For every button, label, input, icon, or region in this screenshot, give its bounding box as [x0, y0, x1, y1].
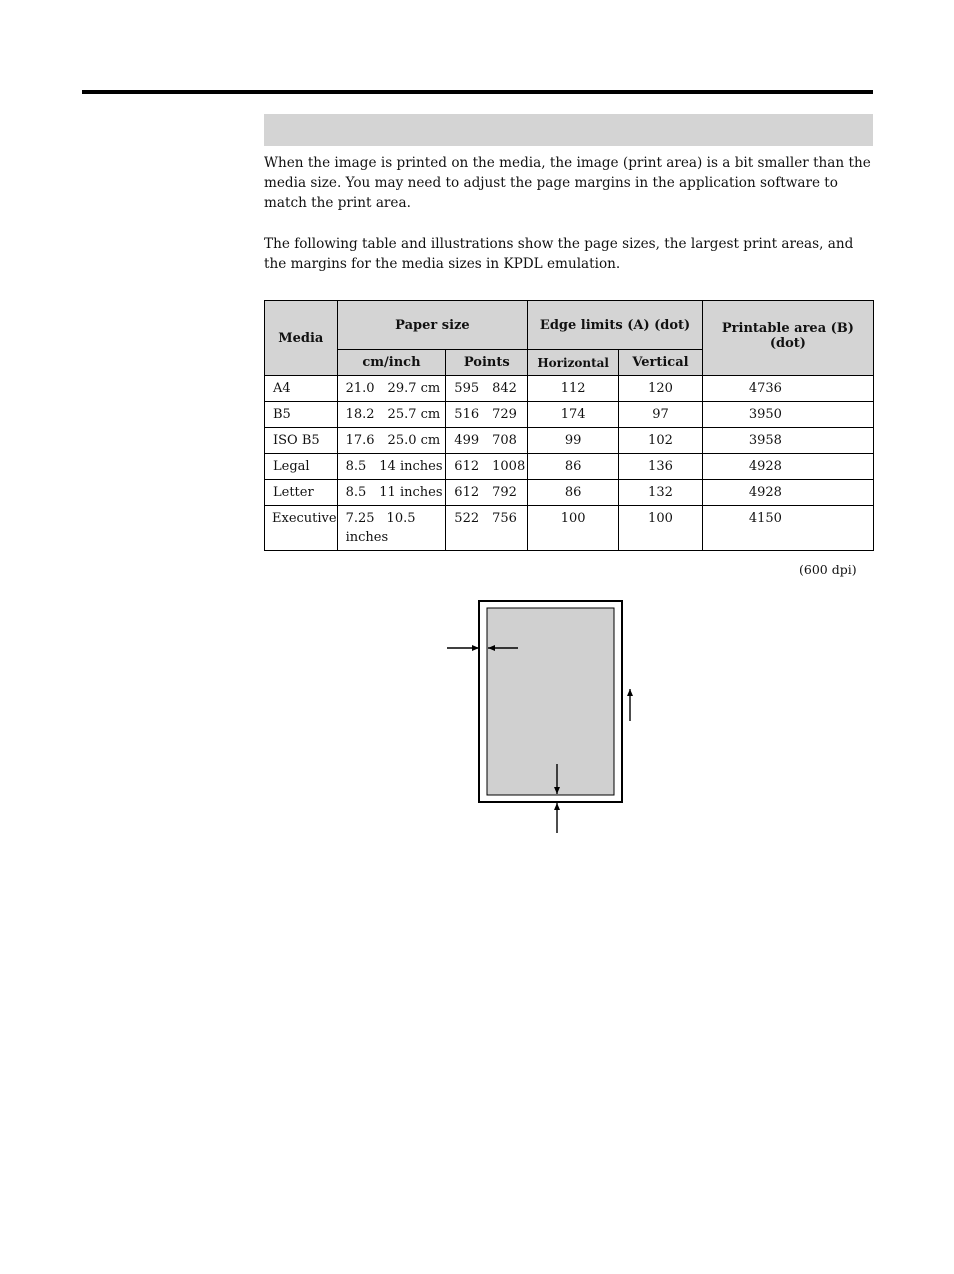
- header-edge-limits: Edge limits (A) (dot): [528, 301, 703, 350]
- cell-media: Legal: [265, 454, 338, 480]
- table-row: [265, 506, 874, 551]
- points-height: 756: [492, 511, 517, 526]
- media-size-table: [264, 300, 874, 551]
- header-vertical: Vertical: [619, 350, 703, 376]
- header-paper-size: Paper size: [337, 301, 528, 350]
- points-height: 792: [492, 485, 517, 500]
- cell-vertical: 97: [619, 402, 703, 428]
- header-points: Points: [446, 350, 528, 376]
- points-width: 612: [454, 485, 480, 500]
- cell-vertical: 120: [619, 376, 703, 402]
- size-width: 7.25: [345, 511, 375, 526]
- cell-printable: 3958: [702, 428, 873, 454]
- cell-points: [446, 454, 528, 480]
- cell-size: [337, 428, 446, 454]
- size-height: 11 inches: [379, 485, 443, 500]
- cell-size: [337, 402, 446, 428]
- size-height: 29.7 cm: [387, 381, 441, 396]
- points-width: 595: [454, 381, 480, 396]
- size-width: 21.0: [345, 381, 375, 396]
- header-printable-area: Printable area (B) (dot): [702, 301, 873, 376]
- top-rule: [82, 90, 873, 94]
- cell-vertical: 136: [619, 454, 703, 480]
- cell-horizontal: 112: [528, 376, 619, 402]
- points-height: 842: [492, 381, 517, 396]
- points-height: 708: [492, 433, 517, 448]
- cell-points: [446, 506, 528, 551]
- cell-printable: 4150: [702, 506, 873, 551]
- cell-media: A4: [265, 376, 338, 402]
- cell-media: B5: [265, 402, 338, 428]
- size-height: 25.7 cm: [387, 407, 441, 422]
- cell-points: [446, 428, 528, 454]
- size-width: 18.2: [345, 407, 375, 422]
- points-height: 1008: [492, 459, 526, 474]
- print-area: [487, 608, 614, 795]
- cell-size: [337, 376, 446, 402]
- cell-horizontal: 86: [528, 480, 619, 506]
- size-height: 25.0 cm: [387, 433, 441, 448]
- cell-points: [446, 480, 528, 506]
- cell-vertical: 132: [619, 480, 703, 506]
- cell-printable: 3950: [702, 402, 873, 428]
- cell-printable: 4736: [702, 376, 873, 402]
- points-height: 729: [492, 407, 517, 422]
- header-horizontal: Horizontal: [528, 350, 619, 376]
- table-row: [265, 376, 874, 402]
- size-width: 8.5: [345, 485, 367, 500]
- cell-size: [337, 506, 446, 551]
- cell-horizontal: 100: [528, 506, 619, 551]
- section-heading-bar: [264, 114, 873, 146]
- cell-points: [446, 376, 528, 402]
- points-width: 612: [454, 459, 480, 474]
- cell-horizontal: 99: [528, 428, 619, 454]
- intro-paragraph-1: When the image is printed on the media, the image (print area) is a bit smaller than the media size. You may need to adjust the page margins in the application software to match the print area.: [264, 155, 871, 211]
- points-width: 516: [454, 407, 480, 422]
- cell-size: [337, 454, 446, 480]
- points-width: 522: [454, 511, 480, 526]
- size-unit: inches: [345, 530, 389, 545]
- size-height: 10.5: [386, 511, 416, 526]
- header-cm-inch: cm/inch: [337, 350, 446, 376]
- cell-media: Executive: [265, 506, 338, 551]
- size-width: 17.6: [345, 433, 375, 448]
- size-height: 14 inches: [379, 459, 443, 474]
- cell-size: [337, 480, 446, 506]
- resolution-note: (600 dpi): [799, 562, 857, 577]
- cell-horizontal: 86: [528, 454, 619, 480]
- size-width: 8.5: [345, 459, 367, 474]
- table-row: [265, 480, 874, 506]
- cell-media: ISO B5: [265, 428, 338, 454]
- table-row: [265, 454, 874, 480]
- cell-points: [446, 402, 528, 428]
- cell-horizontal: 174: [528, 402, 619, 428]
- cell-vertical: 100: [619, 506, 703, 551]
- header-media: Media: [265, 301, 338, 376]
- cell-printable: 4928: [702, 454, 873, 480]
- cell-media: Letter: [265, 480, 338, 506]
- print-area-diagram: [440, 595, 640, 840]
- cell-printable: 4928: [702, 480, 873, 506]
- cell-vertical: 102: [619, 428, 703, 454]
- table-row: [265, 402, 874, 428]
- table-row: [265, 428, 874, 454]
- points-width: 499: [454, 433, 480, 448]
- intro-paragraph-2: The following table and illustrations show the page sizes, the largest print areas, and the margins for the media sizes in KPDL emulation.: [264, 236, 854, 272]
